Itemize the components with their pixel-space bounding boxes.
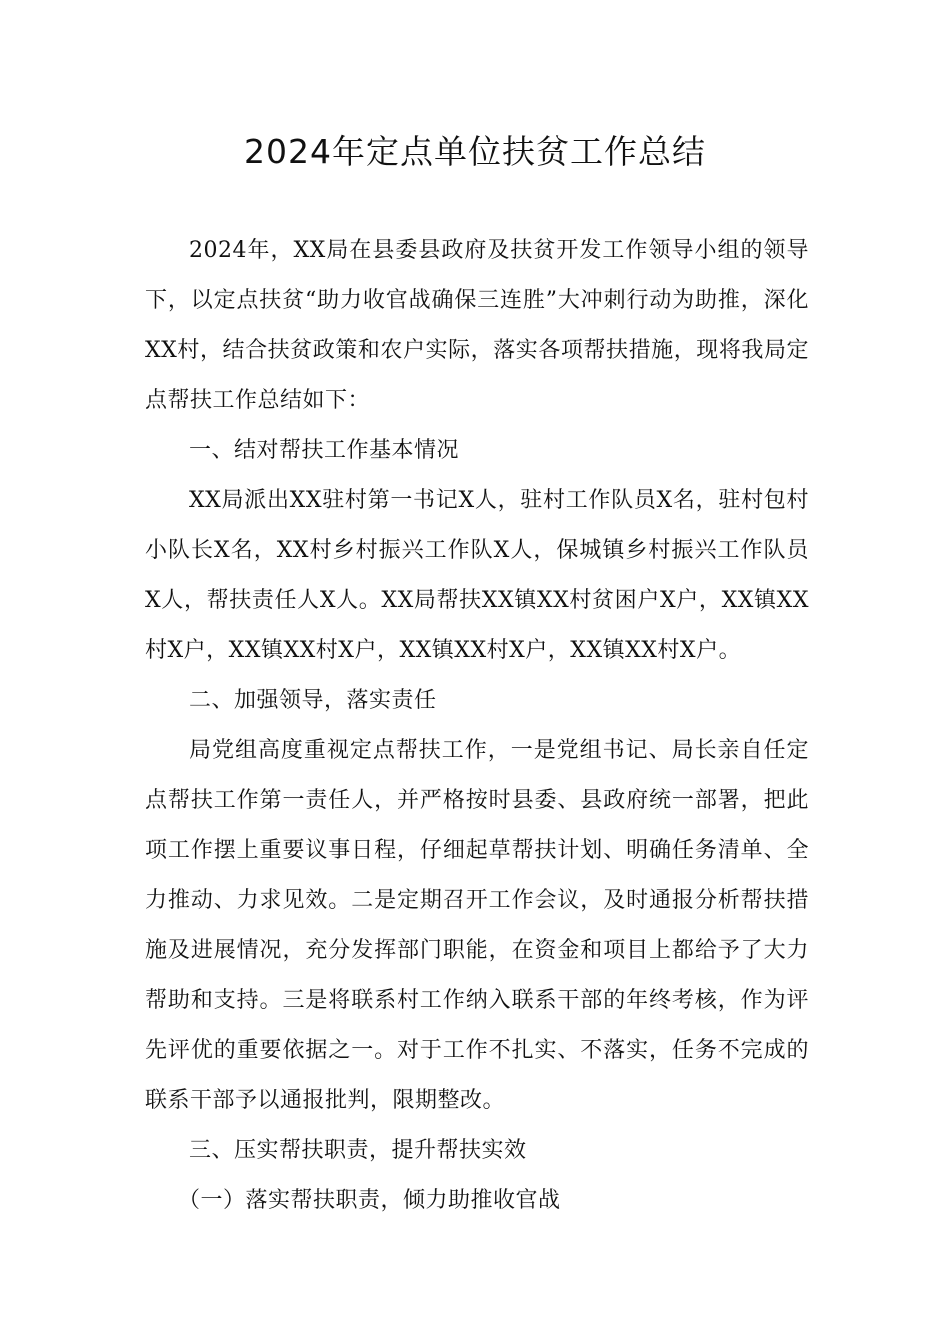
section-heading-1: 一、结对帮扶工作基本情况 (189, 438, 460, 463)
document-body (145, 226, 809, 1226)
subsection-heading-3-1: （一）落实帮扶职责，倾力助推收官战 (178, 1188, 561, 1213)
section-heading-3: 三、压实帮扶职责，提升帮扶实效 (189, 1138, 527, 1163)
section-heading-2: 二、加强领导，落实责任 (189, 688, 437, 713)
section-2-paragraph: 局党组高度重视定点帮扶工作，一是党组书记、局长亲自任定点帮扶工作第一责任人，并严格按时县委、县政府统一部署，把此项工作摆上重要议事日程，仔细起草帮扶计划、明确任务清单、全力推动、力求见效。二是定期召开工作会议，及时通报分析帮扶措施及进展情况，充分发挥部门职能，在资金和项目上都给予了大力帮助和支持。三是将联系村工作纳入联系干部的年终考核，作为评先评优的重要依据之一。对于工作不扎实、不落实，任务不完成的联系干部予以通报批判，限期整改。 (145, 738, 809, 1113)
document-title: 2024年定点单位扶贫工作总结 (244, 132, 706, 171)
section-1-paragraph: XX局派出XX驻村第一书记X人，驻村工作队员X名，驻村包村小队长X名，XX村乡村振兴工作队X人，保城镇乡村振兴工作队员X人，帮扶责任人X人。XX局帮扶XX镇XX村贫困户X户，XX镇XX村X户，XX镇XX村X户，XX镇XX村X户，XX镇XX村X户。 (145, 488, 809, 663)
intro-paragraph: 2024年，XX局在县委县政府及扶贫开发工作领导小组的领导下，以定点扶贫“助力收官战确保三连胜”大冲刺行动为助推，深化XX村，结合扶贫政策和农户实际，落实各项帮扶措施，现将我局定点帮扶工作总结如下： (145, 238, 809, 413)
